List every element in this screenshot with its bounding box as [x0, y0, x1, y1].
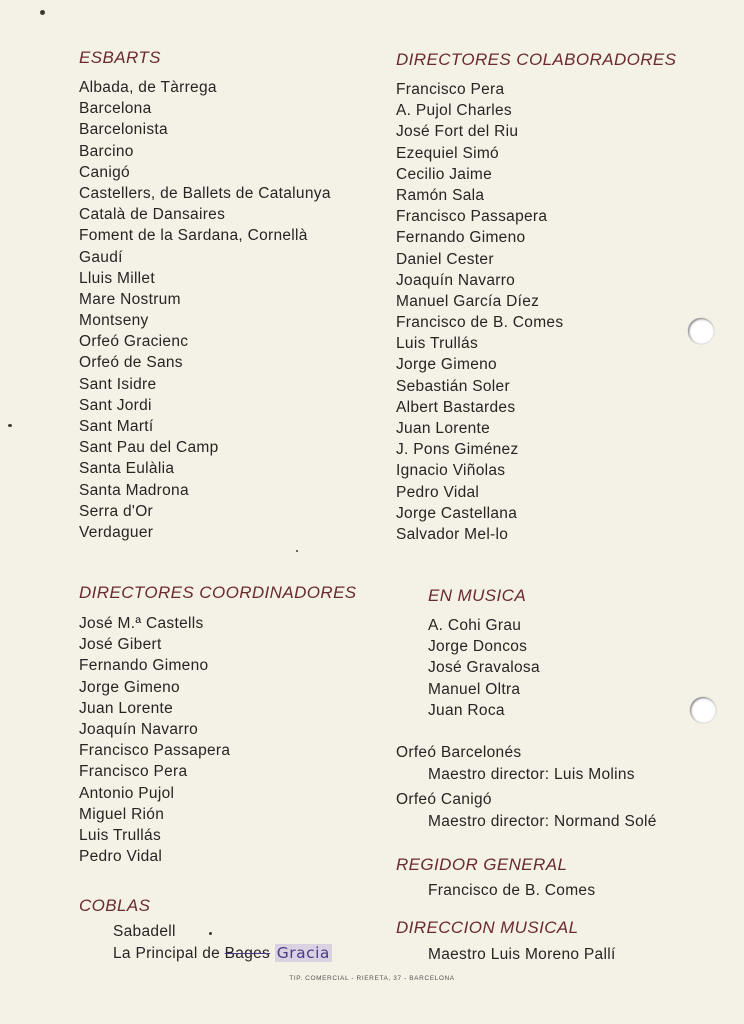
- list-item: Antonio Pujol: [79, 784, 175, 802]
- list-item: Sant Martí: [79, 418, 154, 435]
- list-item: Juan Lorente: [79, 699, 174, 717]
- list-item: Ignacio Viñolas: [396, 462, 506, 480]
- list-item: Gaudí: [79, 248, 123, 266]
- list-item: Jorge Doncos: [428, 638, 528, 656]
- list-item: Barcino: [79, 142, 134, 160]
- list-item: Albert Bastardes: [396, 398, 516, 416]
- cobla-la-principal: [113, 943, 332, 964]
- list-item: Orfeó de Sans: [79, 354, 183, 372]
- list-item: Manuel García Díez: [396, 292, 540, 310]
- list-item: A. Pujol Charles: [396, 102, 512, 120]
- paper-speck: [40, 10, 45, 15]
- list-item: Canigó: [79, 163, 130, 181]
- esbarts-heading: ESBARTS: [79, 48, 161, 67]
- en-musica-heading: EN MUSICA: [428, 586, 527, 605]
- direccion-musical-name: Maestro Luis Moreno Pallí: [428, 946, 616, 963]
- directores-colaboradores-heading: DIRECTORES COLABORADORES: [396, 50, 677, 69]
- list-item: José Gibert: [79, 636, 162, 654]
- orfeo-barcelones-director: Maestro director: Luis Molins: [428, 766, 635, 783]
- list-item: Joaquín Navarro: [79, 720, 199, 738]
- list-item: Francisco Pera: [79, 763, 188, 781]
- list-item: José M.ª Castells: [79, 615, 204, 632]
- orfeo-canigo-director: Maestro director: Normand Solé: [428, 813, 657, 830]
- list-item: Joaquín Navarro: [396, 271, 516, 289]
- direccion-musical-heading: DIRECCION MUSICAL: [396, 918, 579, 937]
- list-item: Salvador Mel-lo: [396, 525, 509, 543]
- list-item: José Gravalosa: [428, 659, 540, 677]
- list-item: Cecilio Jaime: [396, 165, 493, 183]
- list-item: Francisco de B. Comes: [396, 314, 564, 332]
- list-item: Pedro Vidal: [79, 848, 163, 866]
- list-item: Serra d'Or: [79, 502, 154, 520]
- list-item: Orfeó Gracienc: [79, 333, 189, 351]
- list-item: Albada, de Tàrrega: [79, 79, 217, 96]
- list-item: Jorge Castellana: [396, 504, 518, 522]
- list-item: Sebastián Soler: [396, 377, 510, 395]
- paper-speck: [296, 550, 298, 552]
- list-item: Fernando Gimeno: [396, 229, 526, 247]
- orfeo-canigo-name: Orfeó Canigó: [396, 791, 492, 808]
- list-item: Montseny: [79, 312, 149, 330]
- paper-speck: [209, 932, 212, 935]
- list-item: Miguel Rión: [79, 805, 165, 823]
- list-item: Manuel Oltra: [428, 680, 521, 698]
- list-item: José Fort del Riu: [396, 123, 519, 141]
- printer-imprint: TIP. COMERCIAL - RIERETA, 37 - BARCELONA: [289, 975, 455, 982]
- list-item: Ramón Sala: [396, 186, 485, 204]
- cobla-prefix: La Principal de: [113, 945, 221, 962]
- list-item: Jorge Gimeno: [79, 678, 180, 696]
- list-item: Castellers, de Ballets de Catalunya: [79, 184, 331, 202]
- list-item: Luis Trullás: [396, 335, 478, 353]
- regidor-general-name: Francisco de B. Comes: [428, 882, 596, 899]
- esbarts-list: [79, 77, 331, 543]
- list-item: Francisco Passapera: [79, 742, 231, 760]
- list-item: Daniel Cester: [396, 250, 494, 268]
- list-item: Francisco Passapera: [396, 208, 548, 226]
- paper-speck: [8, 424, 12, 427]
- en-musica-list: [428, 615, 540, 721]
- list-item: Català de Dansaires: [79, 206, 226, 224]
- orfeo-barcelones-name: Orfeó Barcelonés: [396, 744, 522, 761]
- list-item: Sant Pau del Camp: [79, 439, 219, 457]
- stamp-correction: Gracia: [276, 944, 330, 962]
- list-item: A. Cohi Grau: [428, 617, 522, 634]
- list-item: Barcelonista: [79, 121, 168, 139]
- list-item: Francisco Pera: [396, 81, 505, 98]
- list-item: Jorge Gimeno: [396, 356, 497, 374]
- list-item: Pedro Vidal: [396, 483, 480, 501]
- list-item: Santa Madrona: [79, 481, 189, 499]
- list-item: J. Pons Giménez: [396, 441, 519, 459]
- list-item: Juan Lorente: [396, 420, 491, 437]
- cobla-sabadell: Sabadell: [113, 923, 176, 940]
- list-item: Fernando Gimeno: [79, 657, 209, 675]
- binder-hole: [688, 318, 714, 344]
- directores-coordinadores-heading: DIRECTORES COORDINADORES: [79, 583, 357, 602]
- coblas-heading: COBLAS: [79, 896, 151, 915]
- list-item: Sant Jordi: [79, 396, 152, 414]
- binder-hole: [690, 697, 716, 723]
- regidor-general-heading: REGIDOR GENERAL: [396, 855, 568, 874]
- list-item: Barcelona: [79, 100, 152, 118]
- list-item: Foment de la Sardana, Cornellà: [79, 227, 308, 245]
- list-item: Ezequiel Simó: [396, 144, 499, 162]
- list-item: Luis Trullás: [79, 826, 161, 844]
- list-item: Mare Nostrum: [79, 290, 181, 308]
- list-item: Sant Isidre: [79, 375, 157, 393]
- list-item: Juan Roca: [428, 701, 505, 719]
- struck-text: Bages: [224, 945, 271, 962]
- list-item: Santa Eulàlia: [79, 460, 175, 478]
- list-item: Verdaguer: [79, 523, 154, 541]
- list-item: Lluis Millet: [79, 269, 155, 287]
- directores-coordinadores-list: [79, 613, 230, 867]
- directores-colaboradores-list: [396, 79, 563, 545]
